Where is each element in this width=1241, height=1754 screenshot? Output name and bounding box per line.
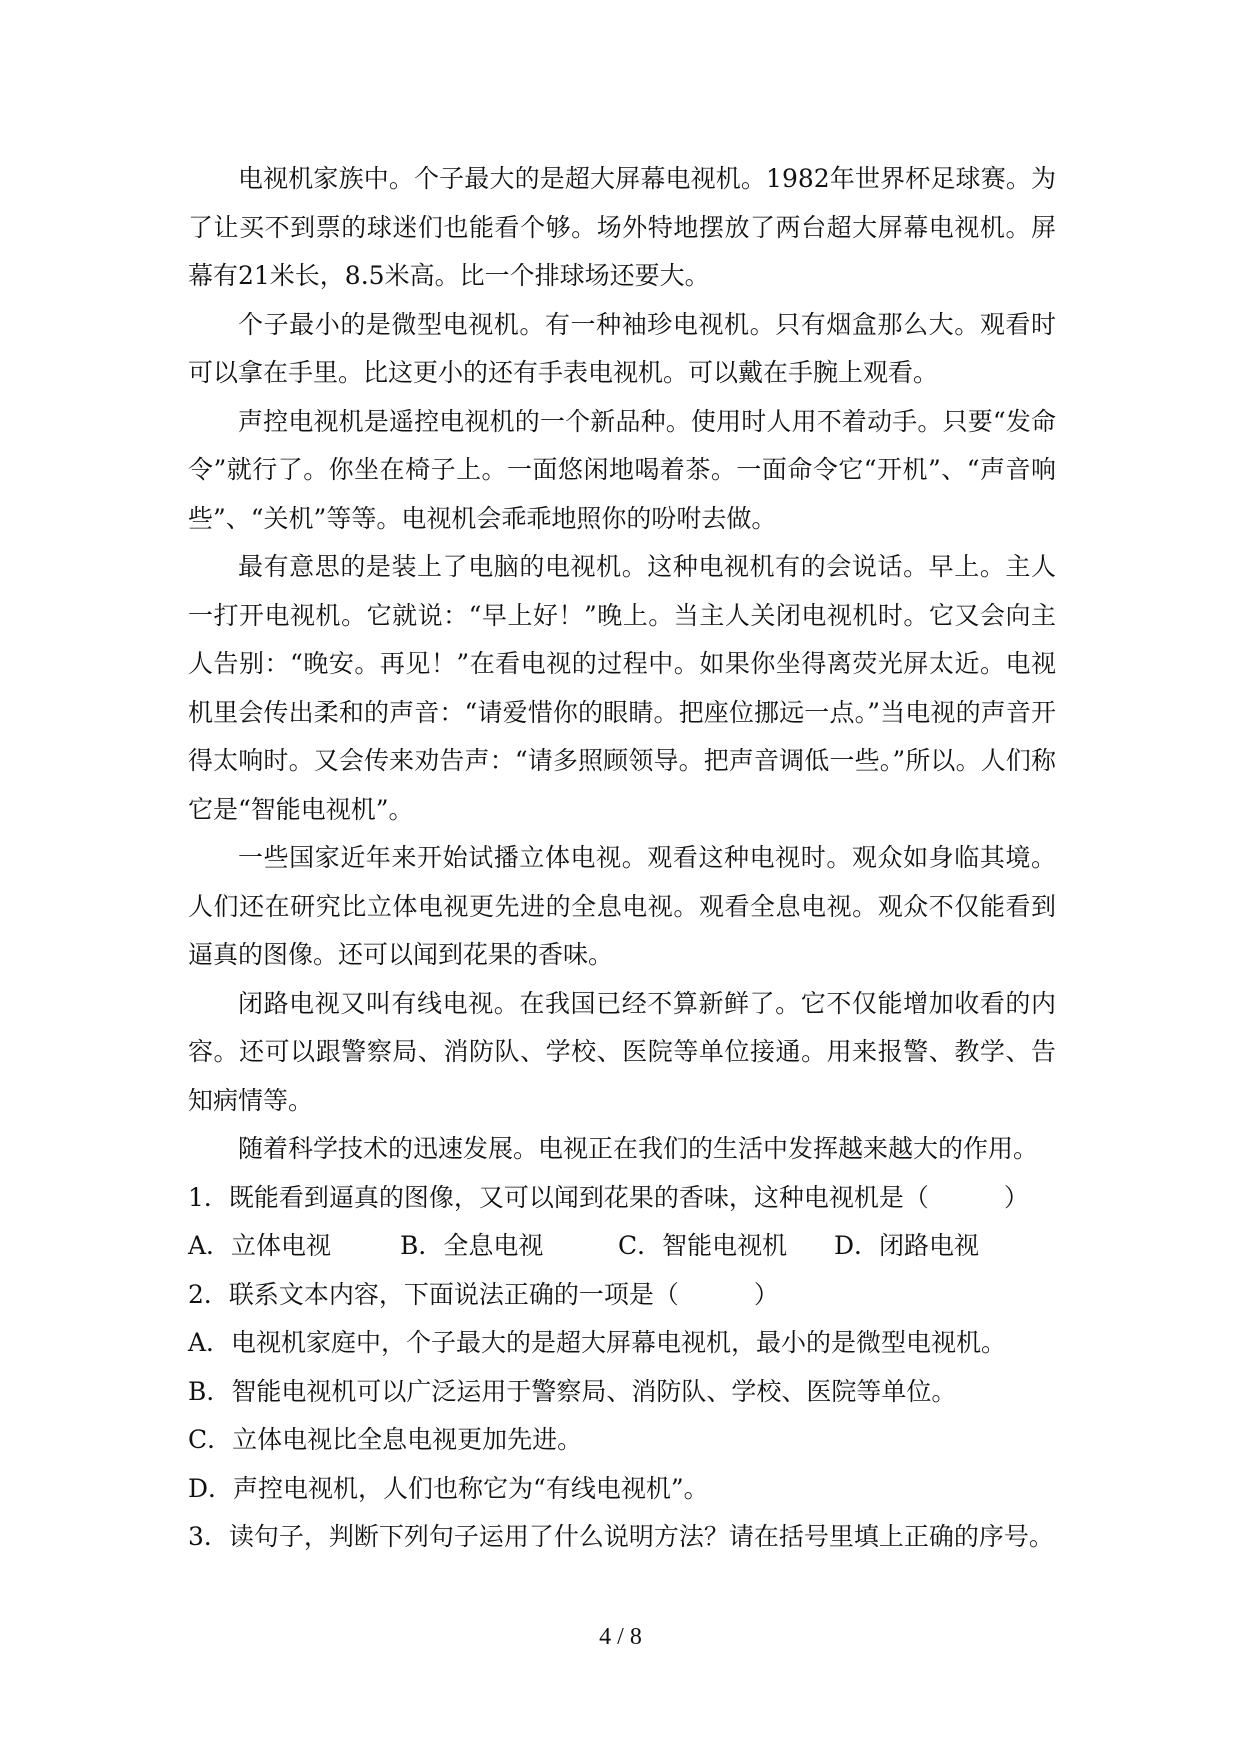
passage-paragraph-2: 个子最小的是微型电视机。有一种袖珍电视机。只有烟盒那么大。观看时可以拿在手里。比这更小的还有手表电视机。可以戴在手腕上观看。 [188,309,1056,387]
passage-paragraph-5: 一些国家近年来开始试播立体电视。观看这种电视时。观众如身临其境。人们还在研究比立体电视更先进的全息电视。观看全息电视。观众不仅能看到逼真的图像。还可以闻到花果的香味。 [188,843,1056,969]
question-1-option-a: A．立体电视 [188,1231,332,1260]
question-3-stem: 3．读句子，判断下列句子运用了什么说明方法？请在括号里填上正确的序号。 [188,1522,1054,1551]
question-2-option-a: A．电视机家庭中，个子最大的是超大屏幕电视机，最小的是微型电视机。 [188,1328,1007,1357]
question-1-option-d: D．闭路电视 [834,1231,980,1260]
page-number: 4 / 8 [599,1624,642,1650]
passage-paragraph-6: 闭路电视又叫有线电视。在我国已经不算新鲜了。它不仅能增加收看的内容。还可以跟警察局、消防队、学校、医院等单位接通。用来报警、教学、告知病情等。 [188,988,1056,1115]
question-2-option-d: D．声控电视机，人们也称它为“有线电视机”。 [188,1473,709,1503]
passage-paragraph-1: 电视机家族中。个子最大的是超大屏幕电视机。1982年世界杯足球赛。为了让买不到票的球迷们也能看个够。场外特地摆放了两台超大屏幕电视机。屏幕有21米长，8.5米高。比一个排球场还要大。 [188,164,1056,290]
question-1-stem: 1．既能看到逼真的图像，又可以闻到花果的香味，这种电视机是（ ） [188,1182,1029,1212]
question-1-option-c: C．智能电视机 [618,1231,788,1260]
page-content [188,155,1056,1562]
passage-paragraph-4: 最有意思的是装上了电脑的电视机。这种电视机有的会说话。早上。主人一打开电视机。它就说：“早上好！”晚上。当主人关闭电视机时。它又会向主人告别：“晚安。再见！”在看电视的过程中。如果你坐得离荧光屏太近。电视机里会传出柔和的声音：“请爱惜你的眼睛。把座位挪远一点。”当电视的声音开得太响时。又会传来劝告声：“请多照顾领导。把声音调低一些。”所以。人们称它是“智能电视机”。 [188,552,1056,824]
question-1-option-b: B．全息电视 [400,1231,544,1260]
question-2-option-c: C．立体电视比全息电视更加先进。 [188,1425,583,1454]
question-2-option-b: B．智能电视机可以广泛运用于警察局、消防队、学校、医院等单位。 [188,1376,957,1406]
question-2-stem: 2．联系文本内容，下面说法正确的一项是（ ） [188,1279,779,1309]
question-1-options [188,1222,1056,1271]
passage-paragraph-7: 随着科学技术的迅速发展。电视正在我们的生活中发挥越来越大的作用。 [238,1134,1039,1163]
passage-paragraph-3: 声控电视机是遥控电视机的一个新品种。使用时人用不着动手。只要“发命令”就行了。你坐在椅子上。一面悠闲地喝着茶。一面命令它“开机”、“声音响些”、“关机”等等。电视机会乖乖地照你的吩咐去做。 [188,406,1056,533]
